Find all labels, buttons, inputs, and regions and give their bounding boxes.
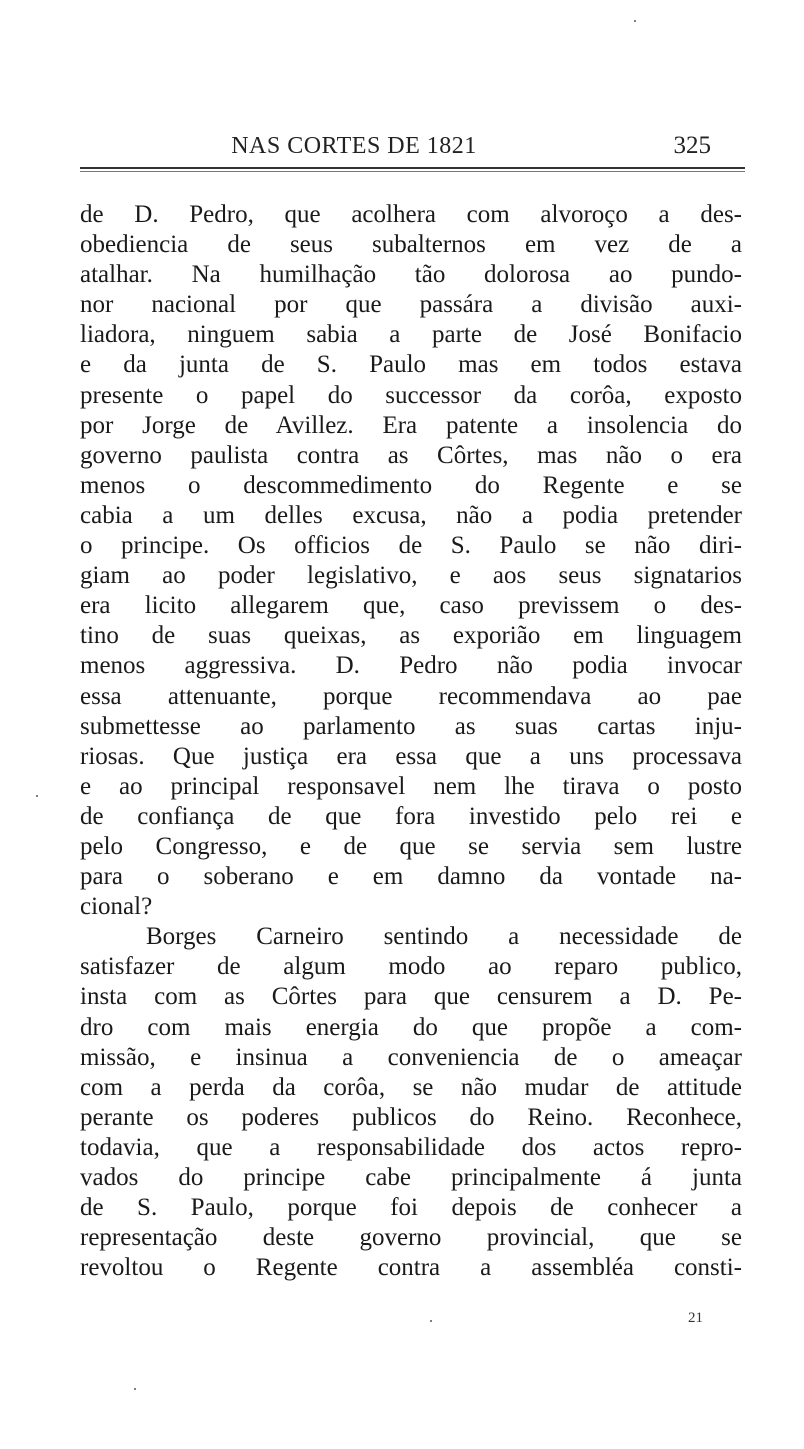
signature-mark: 21 <box>688 1310 703 1326</box>
text-line: para o soberano e em damno da vontade na- <box>80 863 742 891</box>
text-line: essa attenuante, porque recommendava ao pae <box>80 682 742 710</box>
running-head: NAS CORTES DE 1821 <box>231 133 477 159</box>
text-line: vados do principe cabe principalmente á junta <box>80 1164 742 1191</box>
text-line: era licito allegarem que, caso previssem o des- <box>80 592 742 620</box>
text-line: de confiança de que fora investido pelo rei e <box>80 802 742 830</box>
page-header <box>80 128 745 164</box>
text-line: obediencia de seus subalternos em vez de a <box>80 231 742 259</box>
text-line: governo paulista contra as Côrtes, mas não o era <box>80 441 742 469</box>
print-speck <box>134 1388 136 1390</box>
page-number: 325 <box>673 132 711 159</box>
header-rule <box>80 167 745 169</box>
text-line: riosas. Que justiça era essa que a uns processava <box>80 742 742 770</box>
text-line: e da junta de S. Paulo mas em todos estava <box>80 351 742 379</box>
text-line: satisfazer de algum modo ao reparo publico, <box>80 953 742 981</box>
body-text <box>80 200 742 1283</box>
text-line: menos o descommedimento do Regente e se <box>80 471 742 499</box>
print-speck <box>634 20 636 22</box>
header-rule-thin <box>80 171 745 172</box>
text-line: de S. Paulo, porque foi depois de conhecer a <box>80 1194 742 1222</box>
text-line: representação deste governo provincial, que se <box>80 1224 742 1252</box>
text-line: revoltou o Regente contra a assembléa consti- <box>80 1254 742 1282</box>
text-line: todavia, que a responsabilidade dos actos repro- <box>80 1133 742 1161</box>
text-line: nor nacional por que passára a divisão auxi- <box>80 291 742 319</box>
text-line: menos aggressiva. D. Pedro não podia invocar <box>80 652 742 680</box>
text-line: por Jorge de Avillez. Era patente a insolencia do <box>80 411 742 439</box>
text-line: pelo Congresso, e de que se servia sem lustre <box>80 832 742 860</box>
text-line: giam ao poder legislativo, e aos seus signatarios <box>80 562 742 590</box>
print-speck <box>36 795 38 797</box>
text-line: tino de suas queixas, as exporião em linguagem <box>80 622 742 650</box>
text-line: e ao principal responsavel nem lhe tirava o posto <box>80 772 742 800</box>
text-line: insta com as Côrtes para que censurem a D. Pe- <box>80 983 742 1011</box>
paragraph-end-line: cional? <box>80 893 153 921</box>
paragraph-start-line: Borges Carneiro sentindo a necessidade de <box>146 923 742 951</box>
text-line: missão, e insinua a conveniencia de o ameaçar <box>80 1043 742 1071</box>
text-line: com a perda da corôa, se não mudar de attitude <box>80 1073 742 1101</box>
text-line: perante os poderes publicos do Reino. Reconhece, <box>80 1103 742 1131</box>
text-line: dro com mais energia do que propõe a com- <box>80 1013 742 1041</box>
text-line: cabia a um delles excusa, não a podia pretender <box>80 501 742 529</box>
text-line: presente o papel do successor da corôa, exposto <box>80 381 742 409</box>
text-line: liadora, ninguem sabia a parte de José Bonifacio <box>80 321 742 349</box>
text-line: o principe. Os officios de S. Paulo se não diri- <box>80 532 742 560</box>
print-speck <box>430 1320 432 1322</box>
text-line: atalhar. Na humilhação tão dolorosa ao pundo- <box>80 261 742 289</box>
text-line: submettesse ao parlamento as suas cartas inju- <box>80 712 742 740</box>
text-line: de D. Pedro, que acolhera com alvoroço a des- <box>80 201 742 228</box>
